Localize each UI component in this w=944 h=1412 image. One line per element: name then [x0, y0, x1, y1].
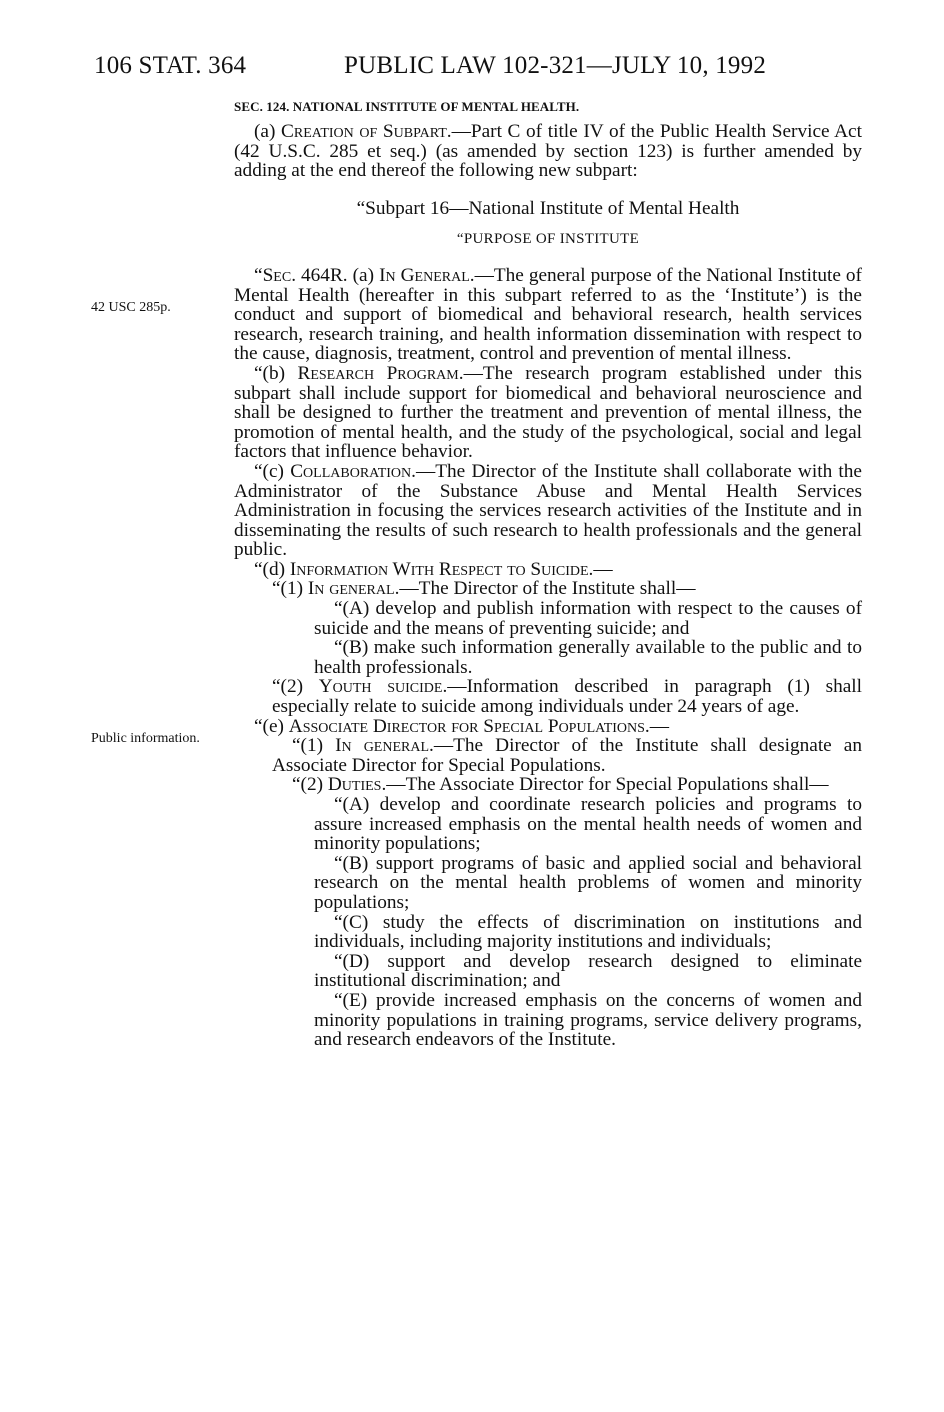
section-464r-c: “(c) Collaboration.—The Director of the Institute shall collaborate with the Administrator of the Substance Abuse and Mental Health Services Administration in focusing the services research activities of the Institute and in disseminating the results of such research to health professionals and the general public.	[234, 460, 862, 561]
section-464r-d1-A: “(A) develop and publish information with respect to the causes of suicide and the means of preventing suicide; and	[314, 598, 862, 639]
margin-note-usc: 42 USC 285p.	[91, 300, 171, 315]
law-title-date: PUBLIC LAW 102-321—JULY 10, 1992	[344, 52, 767, 79]
paragraph-a: (a) Creation of Subpart.—Part C of title IV of the Public Health Service Act (42 U.S.C. 285 et seq.) (as amended by section 123) is further amended by adding at the end thereof the following new subpart:	[234, 121, 862, 182]
section-464r-a: “Sec. 464R. (a) In General.—The general purpose of the National Institute of Mental Health (hereafter in this subpart referred to as the ‘Institute’) is the conduct and support of biomedical and behavioral research, health services research, research training, and health information dissemination with respect to the cause, diagnosis, treatment, control and prevention of mental illness.	[234, 264, 862, 365]
margin-note-public-information: Public information.	[91, 731, 200, 746]
section-464r-e2: “(2) Duties.—The Associate Director for Special Populations shall—	[292, 774, 829, 796]
document-body	[234, 98, 862, 1050]
section-heading: SEC. 124. NATIONAL INSTITUTE OF MENTAL HEALTH.	[234, 99, 580, 114]
section-464r-d1: “(1) In general.—The Director of the Institute shall—	[272, 578, 696, 600]
section-464r-b: “(b) Research Program.—The research program established under this subpart shall include support for biomedical and behavioral neuroscience and shall be designed to further the treatment and prevention of mental illness, the promotion of mental health, and the study of the psychological, social and legal factors that influence behavior.	[234, 362, 862, 463]
section-464r-d1-B: “(B) make such information generally available to the public and to health professionals.	[314, 637, 862, 678]
section-464r-e1: “(1) In general.—The Director of the Institute shall designate an Associate Director for Special Populations.	[272, 735, 862, 776]
purpose-heading: “PURPOSE OF INSTITUTE	[456, 231, 640, 248]
statute-page-number: 106 STAT. 364	[94, 52, 247, 79]
section-464r-e2-B: “(B) support programs of basic and applied social and behavioral research on the mental health problems of women and minority populations;	[314, 852, 862, 913]
section-464r-e2-D: “(D) support and develop research designed to eliminate institutional discrimination; and	[314, 950, 862, 992]
section-464r-d2: “(2) Youth suicide.—Information described in paragraph (1) shall especially relate to suicide among individuals under 24 years of age.	[272, 676, 862, 718]
section-464r-e2-E: “(E) provide increased emphasis on the concerns of women and minority populations in training programs, service delivery programs, and research endeavors of the Institute.	[314, 989, 862, 1051]
section-464r-e2-A: “(A) develop and coordinate research policies and programs to assure increased emphasis on the mental health needs of women and minority populations;	[314, 794, 862, 855]
section-464r-e: “(e) Associate Director for Special Populations.—	[254, 715, 670, 737]
subpart-title: “Subpart 16—National Institute of Mental Health	[356, 197, 740, 219]
section-464r-d: “(d) Information With Respect to Suicide.—	[254, 558, 613, 580]
section-464r-e2-C: “(C) study the effects of discrimination on institutions and individuals, including majority institutions and individuals;	[314, 911, 862, 953]
